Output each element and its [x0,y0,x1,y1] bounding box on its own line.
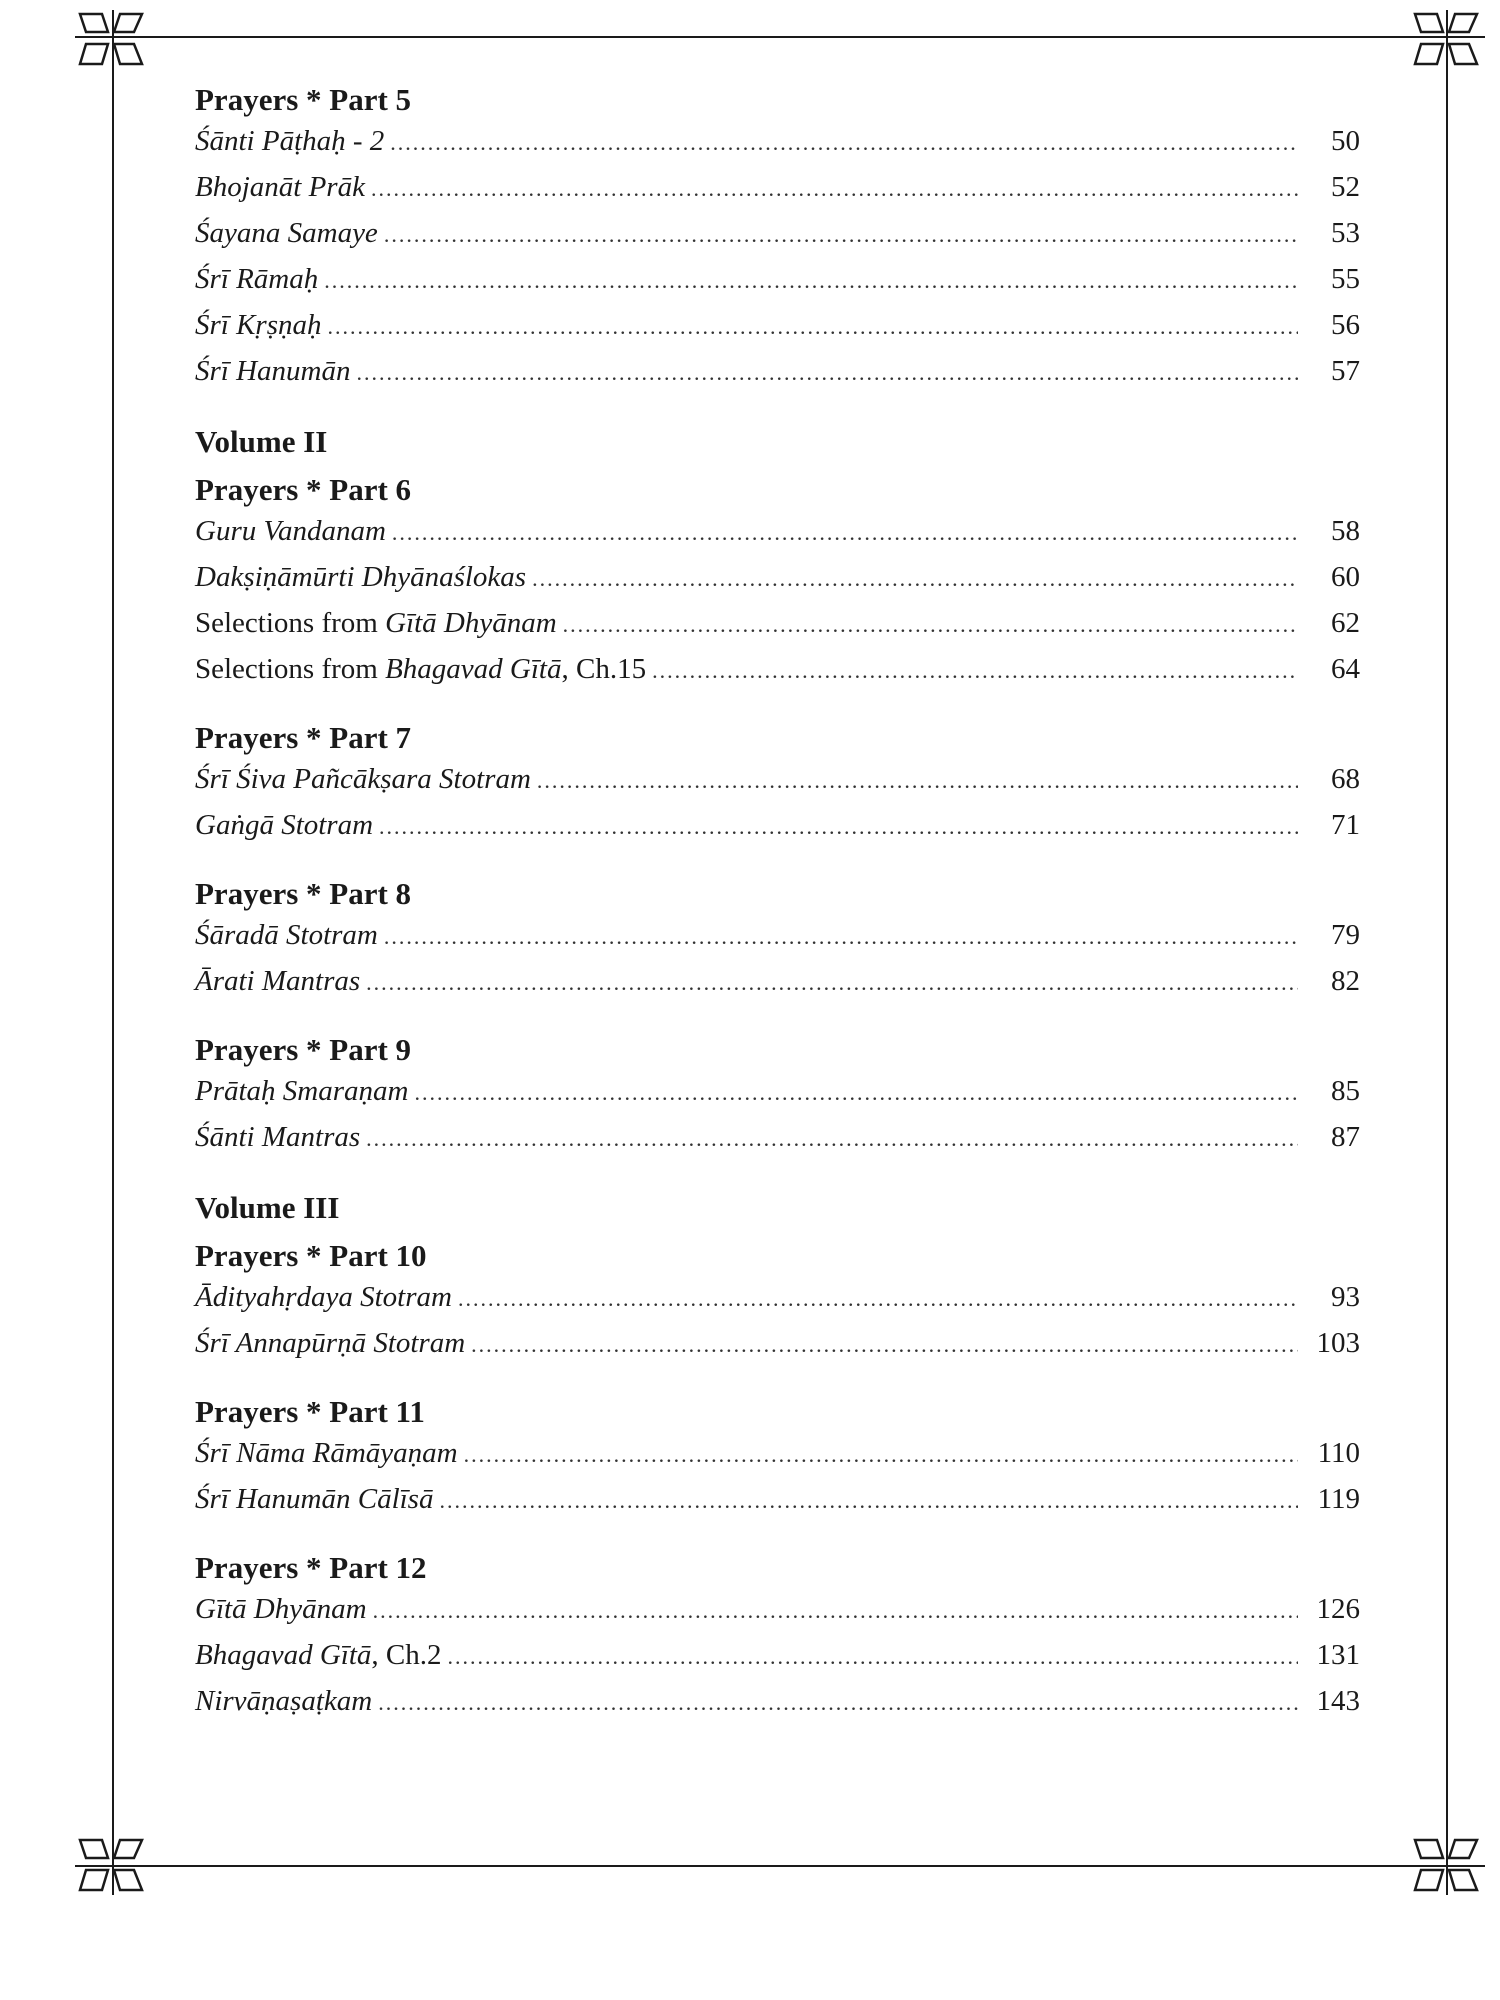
toc-entry[interactable]: Nirvāṇaṣaṭkam ..... 143 [195,1678,1360,1724]
section-heading: Prayers * Part 8 [195,876,412,911]
section-heading: Prayers * Part 6 [195,472,412,507]
toc-entry[interactable]: Gaṅgā Stotram ..... 71 [195,802,1360,848]
table-of-contents [195,82,1360,1724]
toc-entry[interactable]: Selections from Bhagavad Gītā, Ch.15 ..... 64 [195,646,1360,692]
section-heading: Prayers * Part 12 [195,1550,427,1585]
toc-entry[interactable]: Śānti Mantras ..... 87 [195,1114,1360,1160]
toc-entry[interactable]: Bhojanāt Prāk ..... 52 [195,164,1360,210]
toc-entry[interactable]: Gītā Dhyānam ..... 126 [195,1586,1360,1632]
corner-ornament-top-left-icon [72,0,152,80]
frame-top-rule [75,36,1485,38]
toc-entry[interactable]: Selections from Gītā Dhyānam ..... 62 [195,600,1360,646]
section-heading: Prayers * Part 5 [195,82,412,117]
toc-entry[interactable]: Ādityahṛdaya Stotram ..... 93 [195,1274,1360,1320]
toc-entry[interactable]: Dakṣiṇāmūrti Dhyānaślokas ..... 60 [195,554,1360,600]
toc-entry[interactable]: Śrī Hanumān ..... 57 [195,348,1360,394]
toc-entry[interactable]: Śāradā Stotram ..... 79 [195,912,1360,958]
toc-entry[interactable]: Śrī Nāma Rāmāyaṇam ..... 110 [195,1430,1360,1476]
toc-entry[interactable]: Prātaḥ Smaraṇam ..... 85 [195,1068,1360,1114]
volume-heading: Volume II [195,424,328,459]
toc-entry[interactable]: Śrī Rāmaḥ ..... 55 [195,256,1360,302]
frame-right-rule [1446,10,1448,1895]
toc-entry[interactable]: Śrī Annapūrṇā Stotram ..... 103 [195,1320,1360,1366]
corner-ornament-top-right-icon [1407,0,1487,80]
section-heading: Prayers * Part 7 [195,720,412,755]
toc-entry[interactable]: Bhagavad Gītā, Ch.2 ..... 131 [195,1632,1360,1678]
toc-entry[interactable]: Śayana Samaye ..... 53 [195,210,1360,256]
toc-entry[interactable]: Śānti Pāṭhaḥ - 2 ..... 50 [195,118,1360,164]
toc-entry[interactable]: Śrī Hanumān Cālīsā ..... 119 [195,1476,1360,1522]
toc-entry[interactable]: Guru Vandanam ..... 58 [195,508,1360,554]
toc-entry[interactable]: Ārati Mantras ..... 82 [195,958,1360,1004]
section-heading: Prayers * Part 11 [195,1394,425,1429]
frame-left-rule [112,10,114,1895]
corner-ornament-bottom-right-icon [1407,1826,1487,1906]
frame-bottom-rule [75,1865,1485,1867]
toc-entry[interactable]: Śrī Kṛṣṇaḥ ..... 56 [195,302,1360,348]
section-heading: Prayers * Part 9 [195,1032,412,1067]
volume-heading: Volume III [195,1190,340,1225]
toc-entry[interactable]: Śrī Śiva Pañcākṣara Stotram ..... 68 [195,756,1360,802]
section-heading: Prayers * Part 10 [195,1238,427,1273]
corner-ornament-bottom-left-icon [72,1826,152,1906]
